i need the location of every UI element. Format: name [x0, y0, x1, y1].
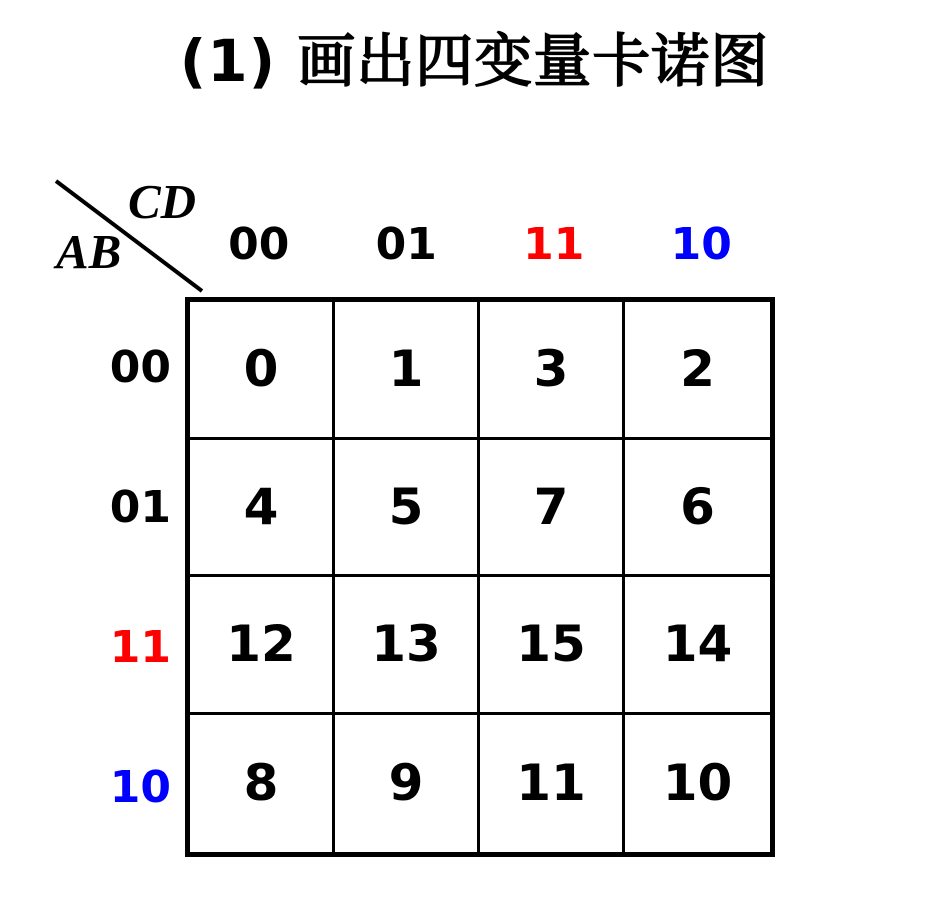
kmap-cell: 13: [335, 577, 480, 715]
kmap-cell: 4: [190, 440, 335, 578]
col-header-2: 11: [523, 219, 585, 270]
page-title: (1) 画出四变量卡诺图: [179, 27, 770, 95]
kmap-cell: 10: [662, 754, 733, 813]
kmap-cell: 3: [480, 302, 625, 440]
row-header-3: 10: [109, 761, 171, 813]
kmap-cell: 9: [335, 715, 480, 853]
col-header-3: 10: [670, 219, 732, 270]
col-axis-label: CD: [128, 174, 197, 229]
kmap-cell: 11: [480, 715, 625, 853]
kmap-cell: 8: [190, 715, 335, 853]
kmap-cell: 7: [480, 440, 625, 578]
column-headers: [185, 217, 775, 277]
row-header-2: 11: [109, 621, 171, 673]
row-headers: [85, 297, 183, 857]
kmap-cell: 6: [625, 440, 770, 578]
kmap-grid: [185, 297, 775, 857]
row-axis-label: AB: [56, 224, 122, 279]
kmap-cell: 0: [190, 302, 335, 440]
karnaugh-map: [30, 175, 790, 875]
kmap-cell: 2: [625, 302, 770, 440]
col-header-1: 01: [375, 219, 437, 270]
kmap-cell: 5: [335, 440, 480, 578]
kmap-cell: 1: [335, 302, 480, 440]
kmap-cell: 15: [480, 577, 625, 715]
row-header-0: 00: [109, 341, 171, 393]
row-header-1: 01: [109, 481, 171, 533]
col-header-0: 00: [228, 219, 290, 270]
kmap-cell: 12: [190, 577, 335, 715]
kmap-cell: 14: [625, 577, 770, 715]
